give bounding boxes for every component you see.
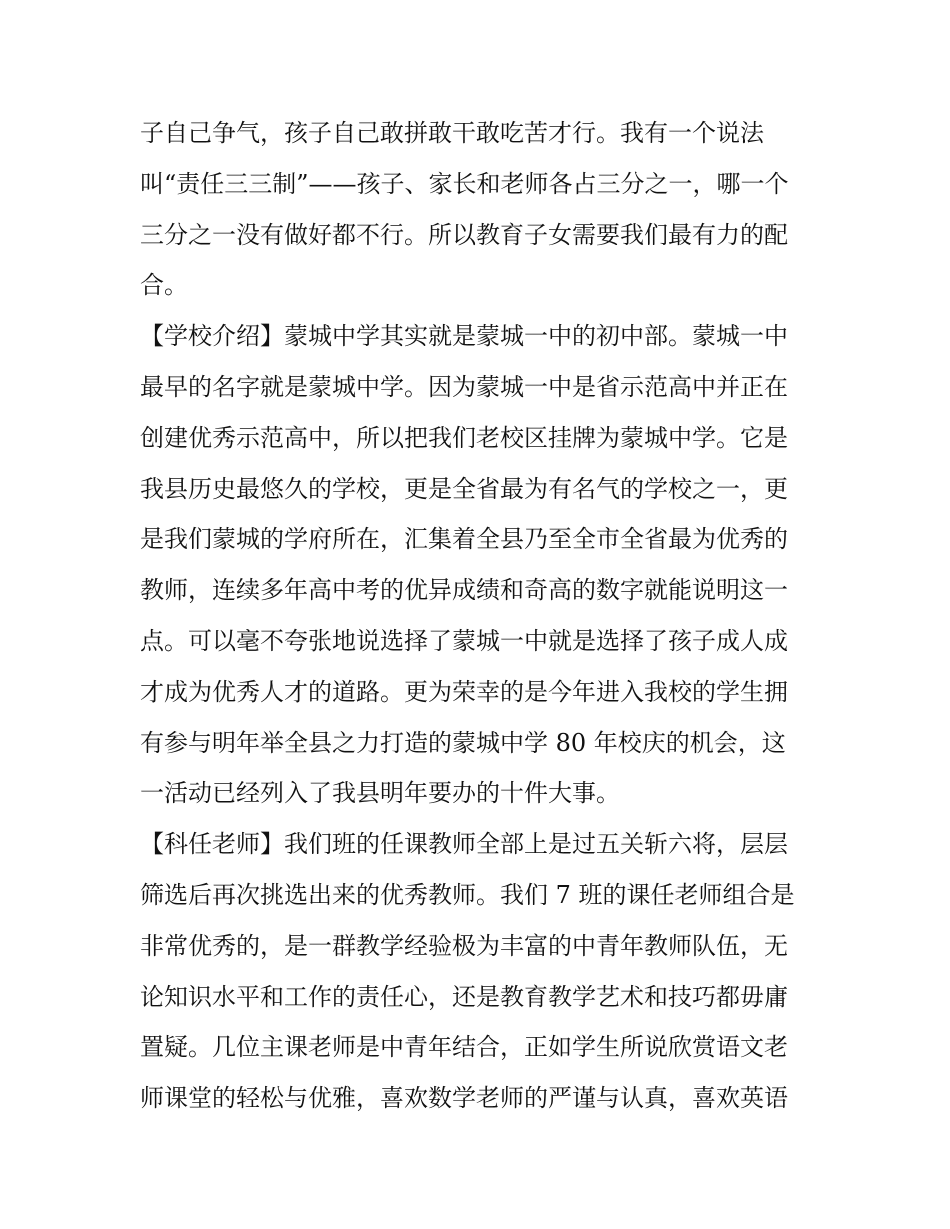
- text-line: 我县历史最悠久的学校，更是全省最为有名气的学校之一，更: [140, 474, 788, 503]
- section-subject-teachers-line: 【科任老师】我们班的任课教师全部上是过五关斩六将，层层: [140, 830, 788, 859]
- text-line: 三分之一没有做好都不行。所以教育子女需要我们最有力的配: [140, 220, 788, 249]
- section-school-intro-line: 【学校介绍】蒙城中学其实就是蒙城一中的初中部。蒙城一中: [140, 322, 788, 351]
- text-line: 点。可以毫不夸张地说选择了蒙城一中就是选择了孩子成人成: [140, 626, 788, 655]
- text-line: 师课堂的轻松与优雅，喜欢数学老师的严谨与认真，喜欢英语: [140, 1084, 788, 1113]
- text-line: 子自己争气，孩子自己敢拼敢干敢吃苦才行。我有一个说法: [140, 119, 764, 147]
- text-line: 置疑。几位主课老师是中青年结合，正如学生所说欣赏语文老: [140, 1033, 788, 1062]
- text-line: 一活动已经列入了我县明年要办的十件大事。: [140, 779, 620, 808]
- text-line: 有参与明年举全县之力打造的蒙城中学 80 年校庆的机会，这: [140, 728, 786, 757]
- text-line: 才成为优秀人才的道路。更为荣幸的是今年进入我校的学生拥: [140, 677, 788, 706]
- text-line: 教师，连续多年高中考的优异成绩和奇高的数字就能说明这一: [140, 576, 788, 605]
- text-line: 创建优秀示范高中，所以把我们老校区挂牌为蒙城中学。它是: [140, 423, 788, 452]
- text-line: 筛选后再次挑选出来的优秀教师。我们 7 班的课任老师组合是: [140, 880, 795, 909]
- text-line: 非常优秀的，是一群教学经验极为丰富的中青年教师队伍，无: [140, 931, 788, 960]
- text-line: 最早的名字就是蒙城中学。因为蒙城一中是省示范高中并正在: [140, 372, 788, 401]
- text-line: 论知识水平和工作的责任心，还是教育教学艺术和技巧都毋庸: [140, 982, 788, 1011]
- text-line: 是我们蒙城的学府所在，汇集着全县乃至全市全省最为优秀的: [140, 525, 788, 554]
- text-line: 叫“责任三三制”——孩子、家长和老师各占三分之一，哪一个: [140, 169, 789, 198]
- body-text: [140, 108, 820, 1124]
- text-line: 合。: [140, 271, 188, 300]
